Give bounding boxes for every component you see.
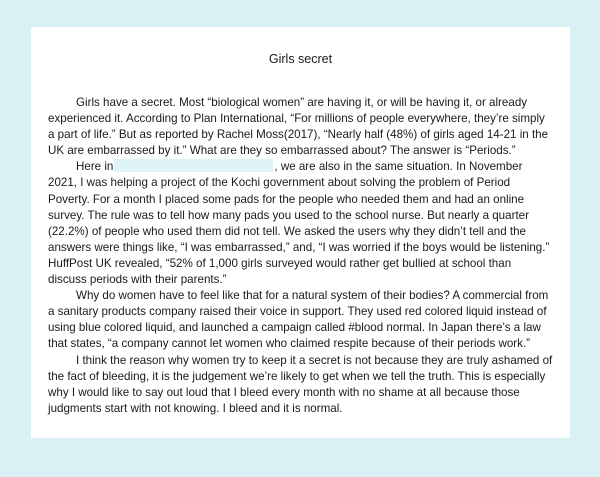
paragraph-local-before: Here in [76, 160, 114, 174]
paragraph-intro: Girls have a secret. Most “biological women” are having it, or will be having it, or already experienced it. According to Plan International, “For millions of people everywhere, they’re simply a part of life.” But as reported by Rachel Moss(2017), “Nearly half (48%) of girls aged 14-21 in the UK are embarrassed by it.” What are they so embarrassed about? The answer is “Periods.” [48, 96, 549, 158]
paragraph-local-after: , we are also in the same situation. In November 2021, I was helping a project of the Kochi government about solving the problem of Period Poverty. For a month I placed some pads for the people who needed them and had an online survey. The rule was to tell how many pads you used to the school nurse. But nearly a quarter (22.2%) of people who used them did not tell. We asked the users why they didn’t tell and the answers were things like, “I was embarrassed,” and, “I was worried if the boys would be listening.” HuffPost UK revealed, “52% of 1,000 girls surveyed would rather get bullied at school than discuss periods with their parents.” [48, 160, 550, 287]
document-body [48, 95, 553, 417]
paragraph-local-situation [48, 159, 553, 288]
document-page [31, 27, 570, 438]
document-title: Girls secret [268, 52, 333, 66]
redaction-block [114, 159, 273, 172]
paragraph-conclusion: I think the reason why women try to keep it a secret is not because they are truly ashamed of the fact of bleeding, it is the judgement we’re likely to get when we tell the truth. This is especially why I would like to say out loud that I bleed every month with no shame at all because those judgments start with not knowing. I bleed and it is normal. [48, 353, 553, 415]
paragraph-commercial: Why do women have to feel like that for a natural system of their bodies? A commercial from a sanitary products company raised their voice in support. They used red colored liquid instead of using blue colored liquid, and launched a campaign called #blood normal. In Japan there’s a law that states, “a company cannot let women who claimed respite because of their periods work.” [48, 289, 549, 351]
